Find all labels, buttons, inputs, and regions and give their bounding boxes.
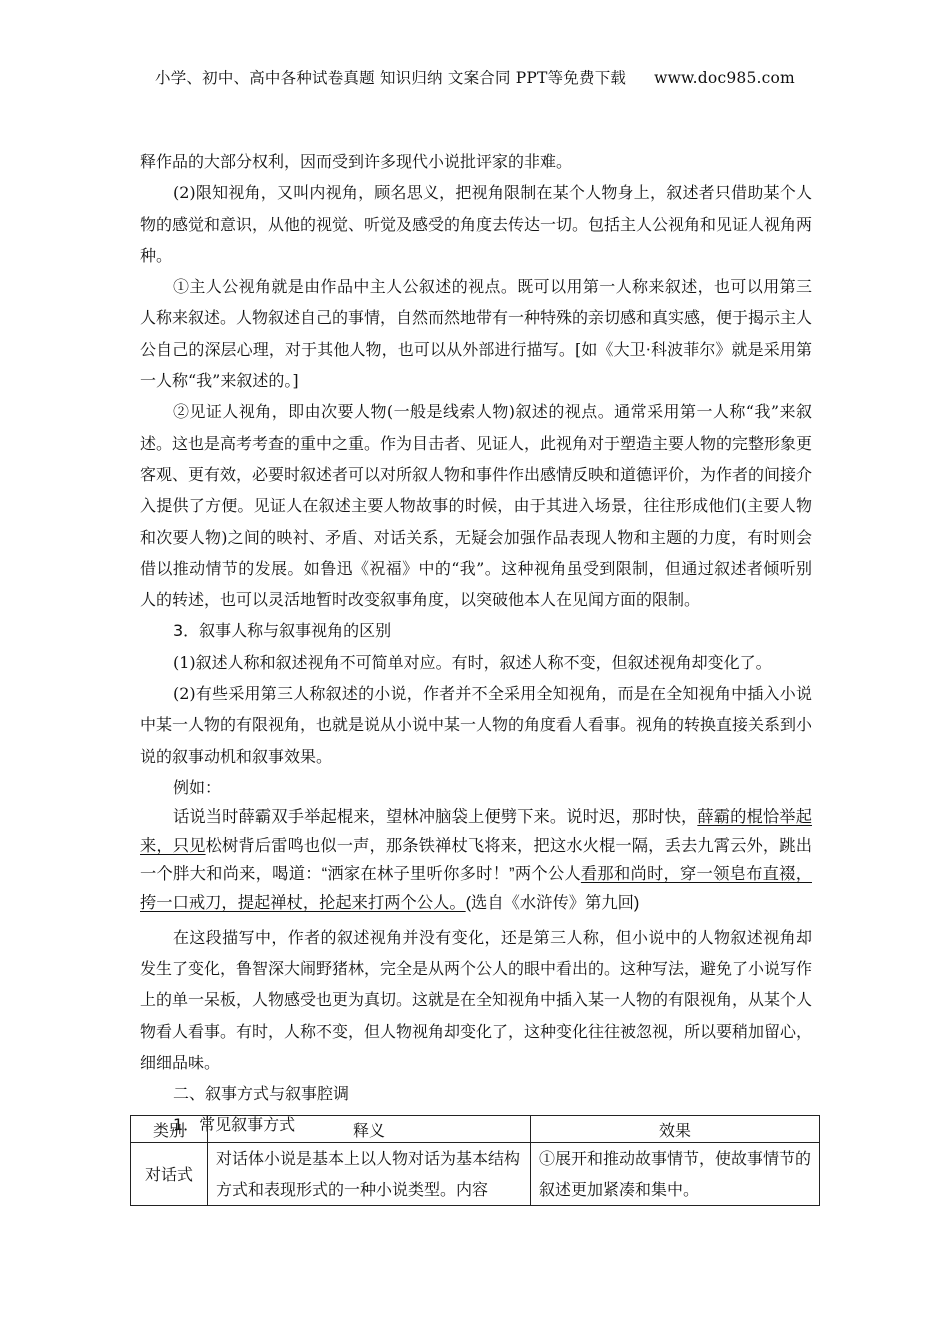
quote-underlined: 薛霸的棍恰举起来，只见: [140, 808, 812, 855]
paragraph: (2)限知视角，又叫内视角，顾名思义，把视角限制在某个人物身上，叙述者只借助某个人物的感觉和意识，从他的视觉、听觉及感受的角度去传达一切。包括主人公视角和见证人视角两种。: [140, 183, 813, 265]
table-cell-category: 对话式: [131, 1143, 208, 1206]
section-heading: 二、叙事方式与叙事腔调: [173, 1084, 350, 1104]
quote-part: 话说当时薛霸双手举起棍来，望林冲脑袋上便劈下来。说时迟，那时快，: [173, 808, 698, 827]
paragraph: 例如：: [173, 777, 222, 797]
document-body: [140, 146, 812, 1141]
example-quote: [140, 803, 812, 917]
narrative-methods-table: [130, 1115, 820, 1206]
quote-source: (选自《水浒传》第九回): [465, 894, 640, 913]
column-header: 类别: [131, 1116, 208, 1143]
paragraph: 释作品的大部分权利，因而受到许多现代小说批评家的非难。: [140, 152, 573, 171]
quote-underlined: 看那和尚时，穿一领皂布直裰，挎一口戒刀，提起禅杖，抡起来打两个公人。: [140, 865, 812, 913]
table-row: [131, 1143, 820, 1206]
table-cell-effect: ①展开和推动故事情节，使故事情节的叙述更加紧凑和集中。: [531, 1143, 820, 1206]
table-cell-definition: 对话体小说是基本上以人物对话为基本结构方式和表现形式的一种小说类型。内容: [208, 1143, 531, 1206]
table-header-row: [131, 1116, 820, 1143]
paragraph: 在这段描写中，作者的叙述视角并没有变化，还是第三人称，但小说中的人物叙述视角却发生了变化，鲁智深大闹野猪林，完全是从两个公人的眼中看出的。这种写法，避免了小说写作上的单一呆板，人物感受也更为真切。这就是在全知视角中插入某一人物的有限视角，从某个人物看人看事。有时，人称不变，但人物视角却变化了，这种变化往往被忽视，所以要稍加留心，细细品味。: [140, 927, 813, 1072]
subsection-heading: 1．常见叙事方式: [173, 1115, 296, 1135]
paragraph: ①主人公视角就是由作品中主人公叙述的视点。既可以用第一人称来叙述，也可以用第三人称来叙述。人物叙述自己的事情，自然而然地带有一种特殊的亲切感和真实感，便于揭示主人公自己的深层心理，对于其他人物，也可以从外部进行描写。[如《大卫·科波菲尔》就是采用第一人称“我”来叙述的。]: [140, 277, 813, 391]
paragraph: (1)叙述人称和叙述视角不可简单对应。有时，叙述人称不变，但叙述视角却变化了。: [173, 652, 772, 672]
column-header: 效果: [531, 1116, 820, 1143]
paragraph: ②见证人视角，即由次要人物(一般是线索人物)叙述的视点。通常采用第一人称“我”来叙述。这也是高考考查的重中之重。作为目击者、见证人，此视角对于塑造主要人物的完整形象更客观、更有效，必要时叙述者可以对所叙人物和事件作出感情反映和道德评价，为作者的间接介入提供了方便。见证人在叙述主要人物故事的时候，由于其进入场景，往往形成他们(主要人物和次要人物)之间的映衬、矛盾、对话关系，无疑会加强作品表现人物和主题的力度，有时则会借以推动情节的发展。如鲁迅《祝福》中的“我”。这种视角虽受到限制，但通过叙述者倾听别人的转述，也可以灵活地暂时改变叙事角度，以突破他本人在见闻方面的限制。: [140, 402, 813, 610]
header-text: 小学、初中、高中各种试卷真题 知识归纳 文案合同 PPT等免费下载: [155, 69, 627, 87]
section-heading: 3．叙事人称与叙事视角的区别: [173, 621, 392, 641]
paragraph: (2)有些采用第三人称叙述的小说，作者并不全采用全知视角，而是在全知视角中插入小说中某一人物的有限视角，也就是说从小说中某一人物的角度看人看事。视角的转换直接关系到小说的叙事动机和叙事效果。: [140, 684, 813, 766]
quote-part: 松树背后雷鸣也似一声，那条铁禅杖飞将来，把这水火棍一隔，丢去九霄云外，跳出一个胖大和尚来，喝道：“洒家在林子里听你多时！”两个公人: [140, 836, 812, 884]
header-url[interactable]: www.doc985.com: [654, 69, 795, 87]
column-header: 释义: [208, 1116, 531, 1143]
page-header: [0, 66, 950, 88]
